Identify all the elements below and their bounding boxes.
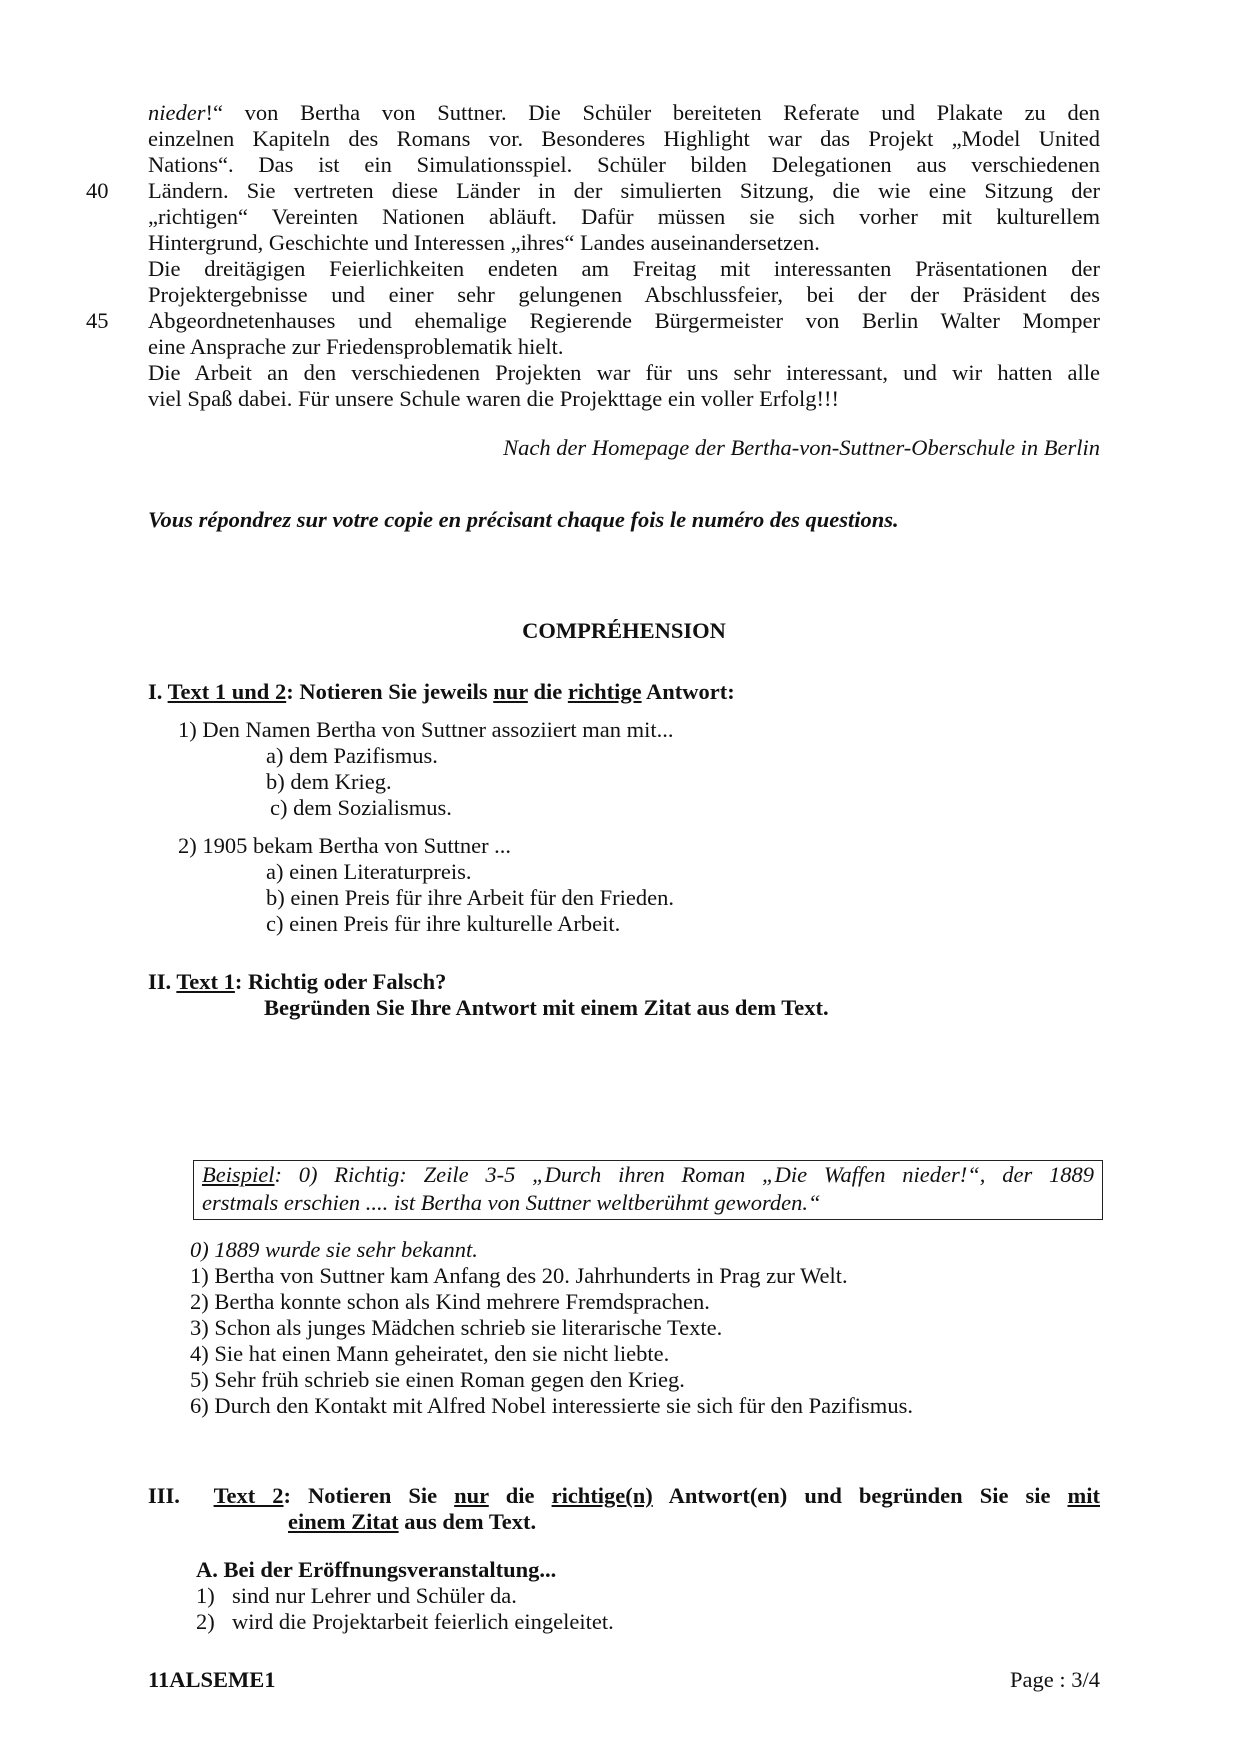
part1-q1-option-c: c) dem Sozialismus.	[270, 795, 452, 820]
part3-sub-a-item-2: wird die Projektarbeit feierlich eingeleitet.	[232, 1609, 614, 1634]
part2-item-6: 6) Durch den Kontakt mit Alfred Nobel interessierte sie sich für den Pazifismus.	[190, 1393, 913, 1418]
part1-question-2: 2) 1905 bekam Bertha von Suttner ...	[178, 833, 512, 858]
part2-item-3: 3) Schon als junges Mädchen schrieb sie literarische Texte.	[190, 1315, 723, 1340]
part3-sub-a-item-1: sind nur Lehrer und Schüler da.	[232, 1583, 517, 1608]
part1-q2-option-b: b) einen Preis für ihre Arbeit für den Frieden.	[266, 885, 674, 910]
part1-q1-option-a: a) dem Pazifismus.	[266, 743, 438, 768]
instruction: Vous répondrez sur votre copie en précisant chaque fois le numéro des questions.	[148, 507, 899, 532]
text-line-4: Ländern. Sie vertreten diese Länder in der simulierten Sitzung, die wie eine Sitzung der	[148, 178, 1100, 203]
footer-code: 11ALSEME1	[148, 1667, 276, 1692]
text-line-9: Abgeordnetenhauses und ehemalige Regierende Bürgermeister von Berlin Walter Momper	[148, 308, 1100, 333]
text-line-12: viel Spaß dabei. Für unsere Schule waren die Projekttage ein voller Erfolg!!!	[148, 386, 840, 411]
part2-item-0: 0) 1889 wurde sie sehr bekannt.	[190, 1237, 478, 1262]
part2-item-4: 4) Sie hat einen Mann geheiratet, den sie nicht liebte.	[190, 1341, 670, 1366]
part2-heading: II. Text 1: Richtig oder Falsch?	[148, 969, 447, 994]
part1-q1-option-b: b) dem Krieg.	[266, 769, 392, 794]
example-box	[193, 1160, 1103, 1220]
part3-heading-line2: einem Zitat aus dem Text.	[288, 1509, 537, 1534]
part1-heading: I. Text 1 und 2: Notieren Sie jeweils nur die richtige Antwort:	[148, 679, 735, 704]
line-number-40: 40	[86, 178, 109, 203]
text-line-3: Nations“. Das ist ein Simulationsspiel. Schüler bilden Delegationen aus verschiedenen	[148, 152, 1100, 177]
part2-heading-line2: Begründen Sie Ihre Antwort mit einem Zitat aus dem Text.	[264, 995, 829, 1020]
part2-item-1: 1) Bertha von Suttner kam Anfang des 20. Jahrhunderts in Prag zur Welt.	[190, 1263, 848, 1288]
text-line-8: Projektergebnisse und einer sehr gelungenen Abschlussfeier, bei der der Präsident des	[148, 282, 1100, 307]
source-citation: Nach der Homepage der Bertha-von-Suttner-Oberschule in Berlin	[503, 435, 1100, 460]
part2-item-2: 2) Bertha konnte schon als Kind mehrere Fremdsprachen.	[190, 1289, 710, 1314]
example-line-2: erstmals erschien .... ist Bertha von Suttner weltberühmt geworden.“	[202, 1190, 821, 1215]
text-line-1: nieder!“ von Bertha von Suttner. Die Schüler bereiteten Referate und Plakate zu den	[148, 100, 1100, 125]
part3-sub-a-num-2: 2)	[196, 1609, 215, 1634]
line-number-45: 45	[86, 308, 109, 333]
text-line-2: einzelnen Kapiteln des Romans vor. Besonderes Highlight war das Projekt „Model United	[148, 126, 1100, 151]
part3-sub-a-num-1: 1)	[196, 1583, 215, 1608]
text-line-11: Die Arbeit an den verschiedenen Projekten war für uns sehr interessant, und wir hatten alle	[148, 360, 1100, 385]
part1-q2-option-a: a) einen Literaturpreis.	[266, 859, 472, 884]
part1-question-1: 1) Den Namen Bertha von Suttner assoziiert man mit...	[178, 717, 674, 742]
footer-page: Page : 3/4	[1010, 1667, 1100, 1692]
part2-item-5: 5) Sehr früh schrieb sie einen Roman gegen den Krieg.	[190, 1367, 685, 1392]
part3-heading: III. Text 2: Notieren Sie nur die richtige(n) Antwort(en) und begründen Sie sie mit	[148, 1483, 1100, 1508]
text-line-7: Die dreitägigen Feierlichkeiten endeten am Freitag mit interessanten Präsentationen der	[148, 256, 1100, 281]
text-line-6: Hintergrund, Geschichte und Interessen „ihres“ Landes auseinandersetzen.	[148, 230, 820, 255]
part1-q2-option-c: c) einen Preis für ihre kulturelle Arbeit.	[266, 911, 621, 936]
example-line-1: Beispiel: 0) Richtig: Zeile 3-5 „Durch ihren Roman „Die Waffen nieder!“, der 1889	[202, 1162, 1094, 1187]
section-title: COMPRÉHENSION	[522, 618, 726, 643]
text-line-10: eine Ansprache zur Friedensproblematik hielt.	[148, 334, 564, 359]
text-line-5: „richtigen“ Vereinten Nationen abläuft. Dafür müssen sie sich vorher mit kulturellem	[148, 204, 1100, 229]
part3-sub-a: A. Bei der Eröffnungsveranstaltung...	[196, 1557, 557, 1582]
